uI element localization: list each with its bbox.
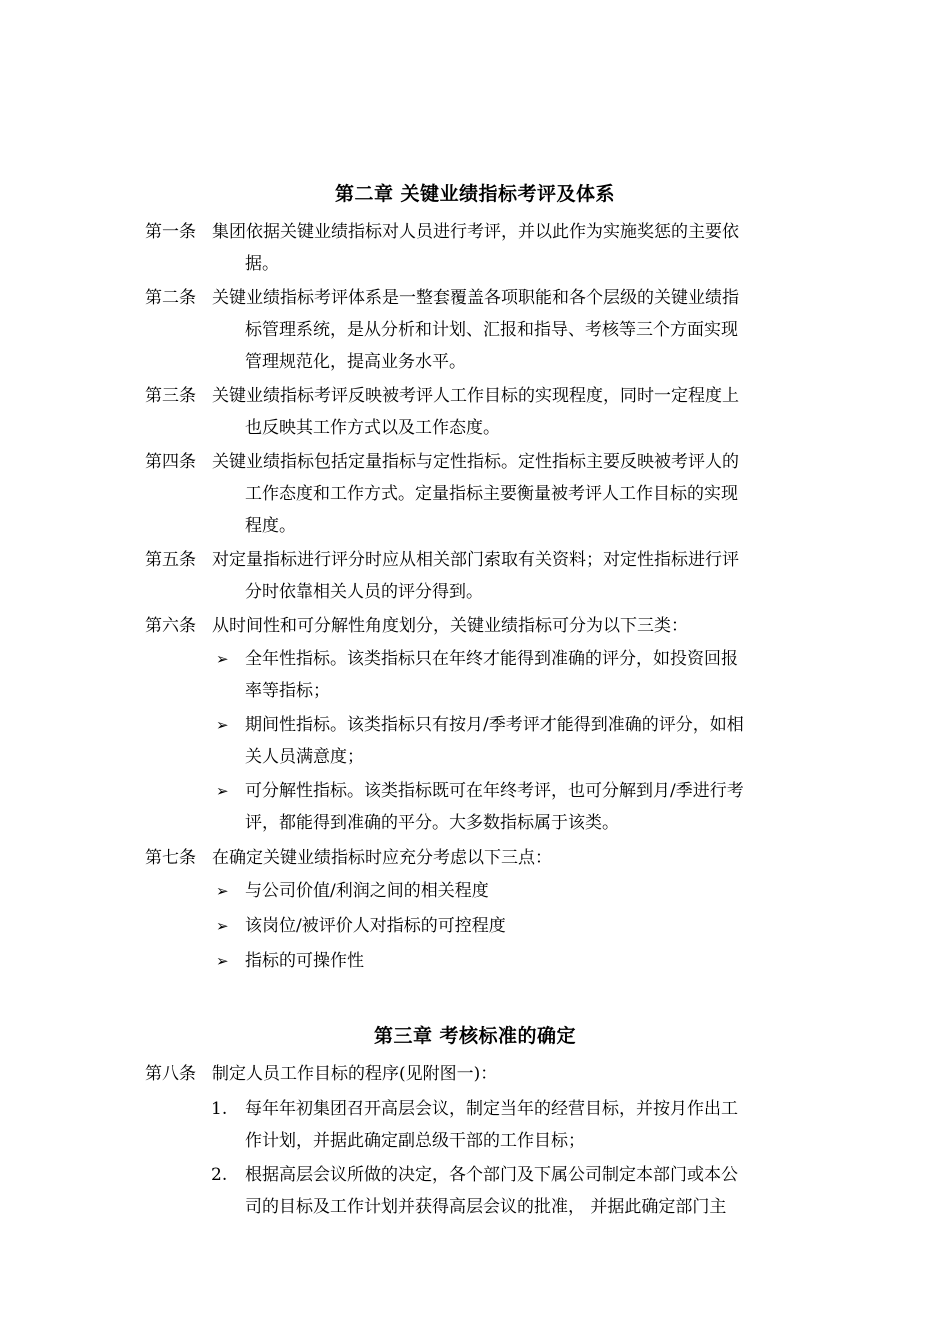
article-4-line-2: 工作态度和工作方式。定量指标主要衡量被考评人工作目标的实现 xyxy=(245,484,738,504)
article-4-line-1: 关键业绩指标包括定量指标与定性指标。定性指标主要反映被考评人的 xyxy=(212,452,739,472)
article-8-label: 第八条 xyxy=(145,1064,196,1084)
article-6-label: 第六条 xyxy=(145,616,196,636)
article-6-bullet-1-line-1: 全年性指标。该类指标只在年终才能得到准确的评分，如投资回报 xyxy=(245,649,738,669)
article-7-bullet-1: 与公司价值/利润之间的相关程度 xyxy=(245,881,489,901)
article-3-label: 第三条 xyxy=(145,386,196,406)
article-6-bullet-3-line-1: 可分解性指标。该类指标既可在年终考评，也可分解到月/季进行考 xyxy=(245,781,744,801)
article-7-bullet-2: 该岗位/被评价人对指标的可控程度 xyxy=(245,916,506,936)
arrow-bullet-icon: ➢ xyxy=(216,917,229,935)
article-4-label: 第四条 xyxy=(145,452,196,472)
article-7-label: 第七条 xyxy=(145,848,196,868)
article-3-line-2: 也反映其工作方式以及工作态度。 xyxy=(245,418,500,438)
article-6-bullet-2-line-1: 期间性指标。该类指标只有按月/季考评才能得到准确的评分，如相 xyxy=(245,715,744,735)
article-2-label: 第二条 xyxy=(145,288,196,308)
article-6-bullet-1-line-2: 率等指标； xyxy=(245,681,330,701)
article-4-line-3: 程度。 xyxy=(245,516,296,536)
article-1-line-2: 据。 xyxy=(245,254,279,274)
article-5-line-2: 分时依靠相关人员的评分得到。 xyxy=(245,582,483,602)
list-number: 2. xyxy=(211,1165,228,1185)
article-2-line-1: 关键业绩指标考评体系是一整套覆盖各项职能和各个层级的关键业绩指 xyxy=(212,288,739,308)
article-6-bullet-3-line-2: 评，都能得到准确的平分。大多数指标属于该类。 xyxy=(245,813,619,833)
article-5-line-1: 对定量指标进行评分时应从相关部门索取有关资料；对定性指标进行评 xyxy=(212,550,739,570)
article-1-label: 第一条 xyxy=(145,222,196,242)
article-6-line-1: 从时间性和可分解性角度划分，关键业绩指标可分为以下三类： xyxy=(212,616,688,636)
article-8-item-2-line-2: 司的目标及工作计划并获得高层会议的批准， 并据此确定部门主 xyxy=(245,1197,727,1217)
arrow-bullet-icon: ➢ xyxy=(216,952,229,970)
arrow-bullet-icon: ➢ xyxy=(216,782,229,800)
article-7-bullet-3: 指标的可操作性 xyxy=(245,951,364,971)
article-6-bullet-2-line-2: 关人员满意度； xyxy=(245,747,364,767)
arrow-bullet-icon: ➢ xyxy=(216,716,229,734)
article-2-line-3: 管理规范化，提高业务水平。 xyxy=(245,352,466,372)
article-3-line-1: 关键业绩指标考评反映被考评人工作目标的实现程度，同时一定程度上 xyxy=(212,386,739,406)
article-8-line-1: 制定人员工作目标的程序(见附图一)： xyxy=(212,1064,498,1084)
chapter-3-title: 第三章 考核标准的确定 xyxy=(373,1025,577,1047)
article-8-item-2-line-1: 根据高层会议所做的决定，各个部门及下属公司制定本部门或本公 xyxy=(245,1165,738,1185)
arrow-bullet-icon: ➢ xyxy=(216,650,229,668)
article-1-line-1: 集团依据关键业绩指标对人员进行考评，并以此作为实施奖惩的主要依 xyxy=(212,222,739,242)
article-5-label: 第五条 xyxy=(145,550,196,570)
chapter-2-title: 第二章 关键业绩指标考评及体系 xyxy=(334,183,616,205)
article-8-item-1-line-2: 作计划，并据此确定副总级干部的工作目标； xyxy=(245,1131,585,1151)
article-7-line-1: 在确定关键业绩指标时应充分考虑以下三点： xyxy=(212,848,552,868)
list-number: 1. xyxy=(211,1099,228,1119)
article-2-line-2: 标管理系统，是从分析和计划、汇报和指导、考核等三个方面实现 xyxy=(245,320,738,340)
article-8-item-1-line-1: 每年年初集团召开高层会议，制定当年的经营目标，并按月作出工 xyxy=(245,1099,738,1119)
arrow-bullet-icon: ➢ xyxy=(216,882,229,900)
